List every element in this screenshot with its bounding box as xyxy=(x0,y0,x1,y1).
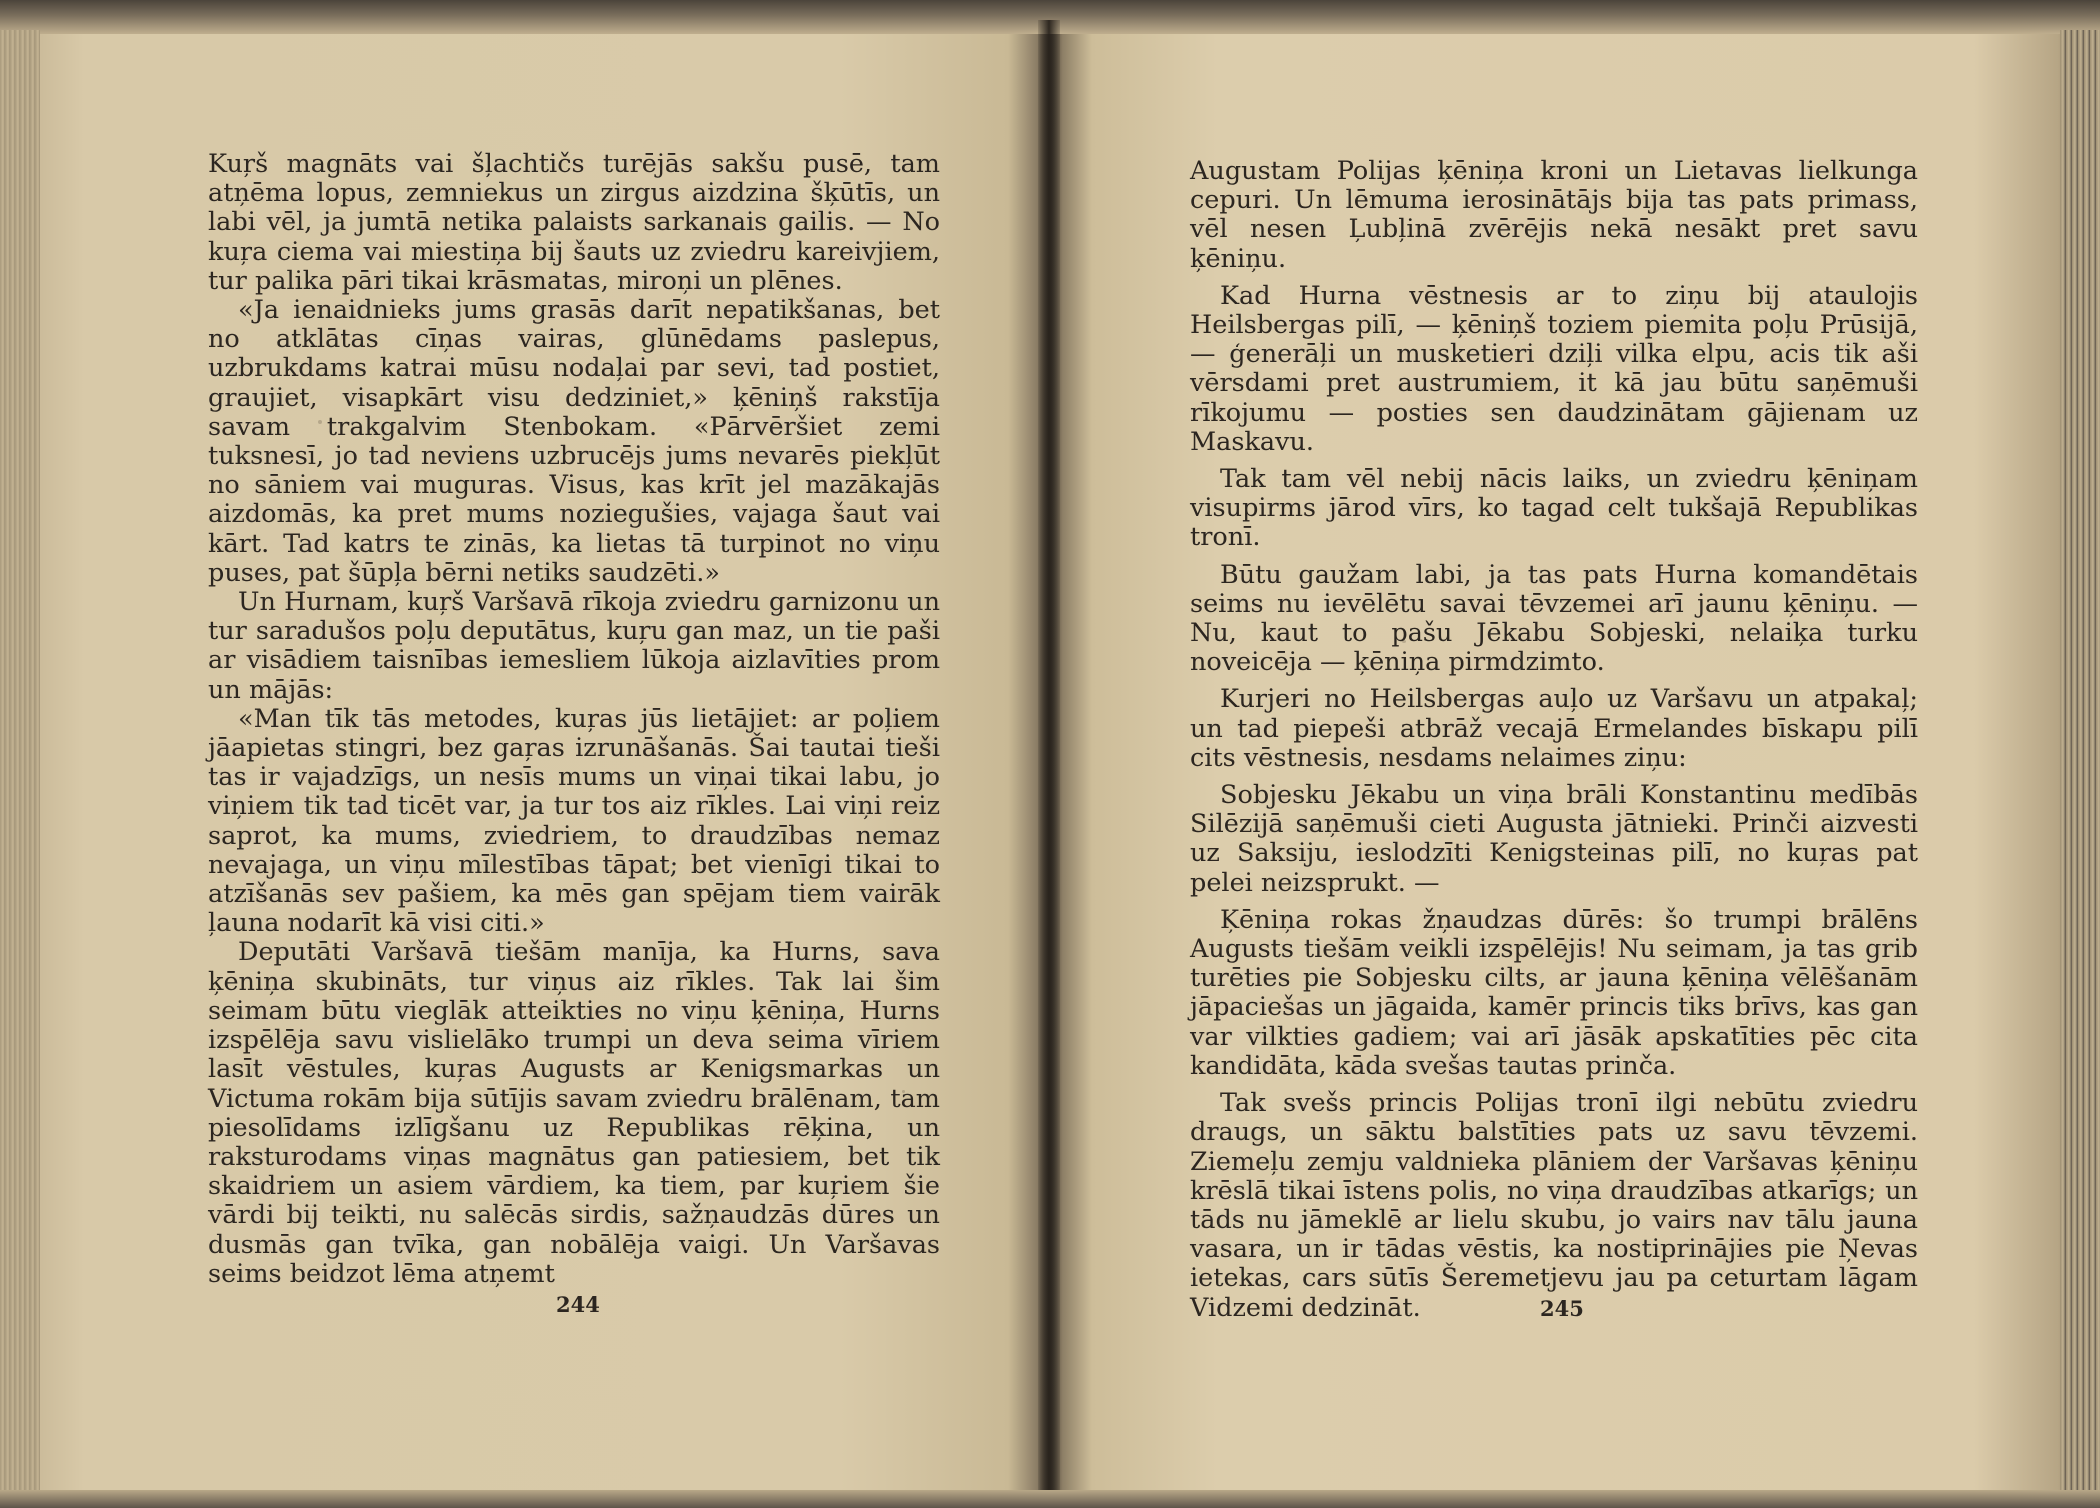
paragraph: Ķēniņa rokas žņaudzas dūrēs: šo trumpi brālēns Augusts tiešām veikli izspēlējis! Nu seimam, ja tas grib turēties pie Sobjesku cilts, ar jauna ķēniņa vēlēšanām jāpaciešas un jāgaida, kamēr princis tiks brīvs, kas gan var vilkties gadiem; vai arī jāsāk apskatīties pēc cita kandidāta, kāda svešas tautas prinča. xyxy=(1190,904,1918,1081)
left-page-stack xyxy=(0,30,40,1500)
paragraph: Augustam Polijas ķēniņa kroni un Lietavas lielkunga cepuri. Un lēmuma ierosinātājs bija tas pats primass, vēl nesen Ļubļinā zvērējis nekā nesākt pret savu ķēniņu. xyxy=(1190,156,1918,274)
page-number-right: 245 xyxy=(1540,1296,1584,1321)
paragraph: Tak tam vēl nebij nācis laiks, un zviedru ķēniņam visupirms jārod vīrs, ko tagad celt tukšajā Republikas tronī. xyxy=(1190,464,1918,553)
paragraph: «Ja ienaidnieks jums grasās darīt nepatikšanas, bet no atklātas cīņas vairas, glūnēdams paslepus, uzbrukdams katrai mūsu nodaļai par sevi, tad postiet, graujiet, visapkārt visu dedziniet,» ķēniņš rakstīja savam trakgalvim Stenbokam. «Pārvēršiet zemi tuksnesī, jo tad neviens uzbrucējs jums nevarēs piekļūt no sāniem vai muguras. Visus, kas krīt jel mazākajās aizdomās, ka pret mums noziegušies, vajaga šaut vai kārt. Tad katrs te zinās, ka lietas tā turpinot no viņu puses, pat šūpļa bērni netiks saudzēti.» xyxy=(208,295,940,588)
paragraph: Kad Hurna vēstnesis ar to ziņu bij ataulojis Heilsbergas pilī, — ķēniņš toziem piemita poļu Prūsijā, — ģenerāļi un musketieri dziļi vilka elpu, acis tik aši vērsdami pret austrumiem, it kā jau būtu saņēmuši rīkojumu — posties sen daudzinātam gājienam uz Maskavu. xyxy=(1190,280,1918,457)
book-gutter xyxy=(1038,20,1060,1508)
paragraph: «Man tīk tās metodes, kuŗas jūs lietājiet: ar poļiem jāapietas stingri, bez gaŗas izrunāšanās. Šai tautai tieši tas ir vajadzīgs, un nesīs mums un viņai tikai labu, jo viņiem tik tad ticēt var, ja tur tos aiz rīkles. Lai viņi reiz saprot, ka mums, zviedriem, to draudzības nemaz nevajaga, un viņu mīlestības tāpat; bet vienīgi tikai to atzīšanās sev pašiem, ka mēs gan spējam tiem vairāk ļauna nodarīt kā visi citi.» xyxy=(208,703,940,939)
paragraph: Kuŗš magnāts vai šļachtičs turējās sakšu pusē, tam atņēma lopus, zemniekus un zirgus aizdzina šķūtīs, un labi vēl, ja jumtā netika palaists sarkanais gailis. — No kuŗa ciema vai miestiņa bij šauts uz zviedru kareivjiem, tur palika pāri tikai krāsmatas, miroņi un plēnes. xyxy=(208,149,940,296)
paragraph: Kurjeri no Heilsbergas auļo uz Varšavu un atpakaļ; un tad piepeši atbrāž vecajā Ermelandes bīskapu pilī cits vēstnesis, nesdams nelaimes ziņu: xyxy=(1190,684,1918,773)
paragraph: Būtu gaužam labi, ja tas pats Hurna komandētais seims nu ievēlētu savai tēvzemei arī jaunu ķēniņu. — Nu, kaut to pašu Jēkabu Sobjeski, nelaiķa turku noveicēja — ķēniņa pirmdzimto. xyxy=(1190,559,1918,678)
paragraph: Deputāti Varšavā tiešām manīja, ka Hurns, sava ķēniņa skubināts, tur viņus aiz rīkles. Tak lai šim seimam būtu vieglāk atteikties no viņu ķēniņa, Hurns izspēlēja savu vislielāko trumpi un deva seima vīriem lasīt vēstules, kuŗas Augusts ar Kenigsmarkas un Victuma rokām bija sūtījis savam zviedru brālēnam, tam piesolīdams izlīgšanu uz Republikas rēķina, un raksturodams viņas magnātus gan patiesiem, bet tik skaidriem un asiem vārdiem, ka tiem, par kuŗiem šie vārdi bij teikti, nu salēcās sirdis, sažņaudzās dūres un dusmās gan tvīka, gan nobālēja vaigi. Un Varšavas seims beidzot lēma atņemt xyxy=(208,937,940,1289)
right-page-stack xyxy=(2060,30,2100,1500)
right-page-text xyxy=(1190,157,1918,1323)
paragraph: Un Hurnam, kuŗš Varšavā rīkoja zviedru garnizonu un tur saradušos poļu deputātus, kuŗu gan maz, un tie paši ar visādiem taisnības iemesliem lūkoja aizlavīties prom un mājās: xyxy=(208,587,940,705)
paragraph: Sobjesku Jēkabu un viņa brāli Konstantinu medībās Silēzijā saņēmuši cieti Augusta jātnieki. Prinči aizvesti uz Saksiju, ieslodzīti Kenigsteinas pilī, no kuŗas pat pelei neizsprukt. — xyxy=(1190,780,1918,898)
paragraph: Tak svešs princis Polijas tronī ilgi nebūtu zviedru draugs, un sāktu balstīties pats uz savu tēvzemi. Ziemeļu zemju valdnieka plāniem der Varšavas ķēniņu krēslā tikai īstens polis, no viņa draudzības atkarīgs; un tāds nu jāmeklē ar lielu skubu, jo vairs nav tālu jauna vasara, un ir tādas vēstis, ka nostiprinājies pie Ņevas ietekas, cars sūtīs Šeremetjevu jau pa ceturtam lāgam Vidzemi dedzināt. xyxy=(1190,1088,1918,1323)
left-page-text xyxy=(208,150,940,1289)
page-number-left: 244 xyxy=(556,1292,600,1317)
book-bottom-edge xyxy=(0,1490,2100,1508)
